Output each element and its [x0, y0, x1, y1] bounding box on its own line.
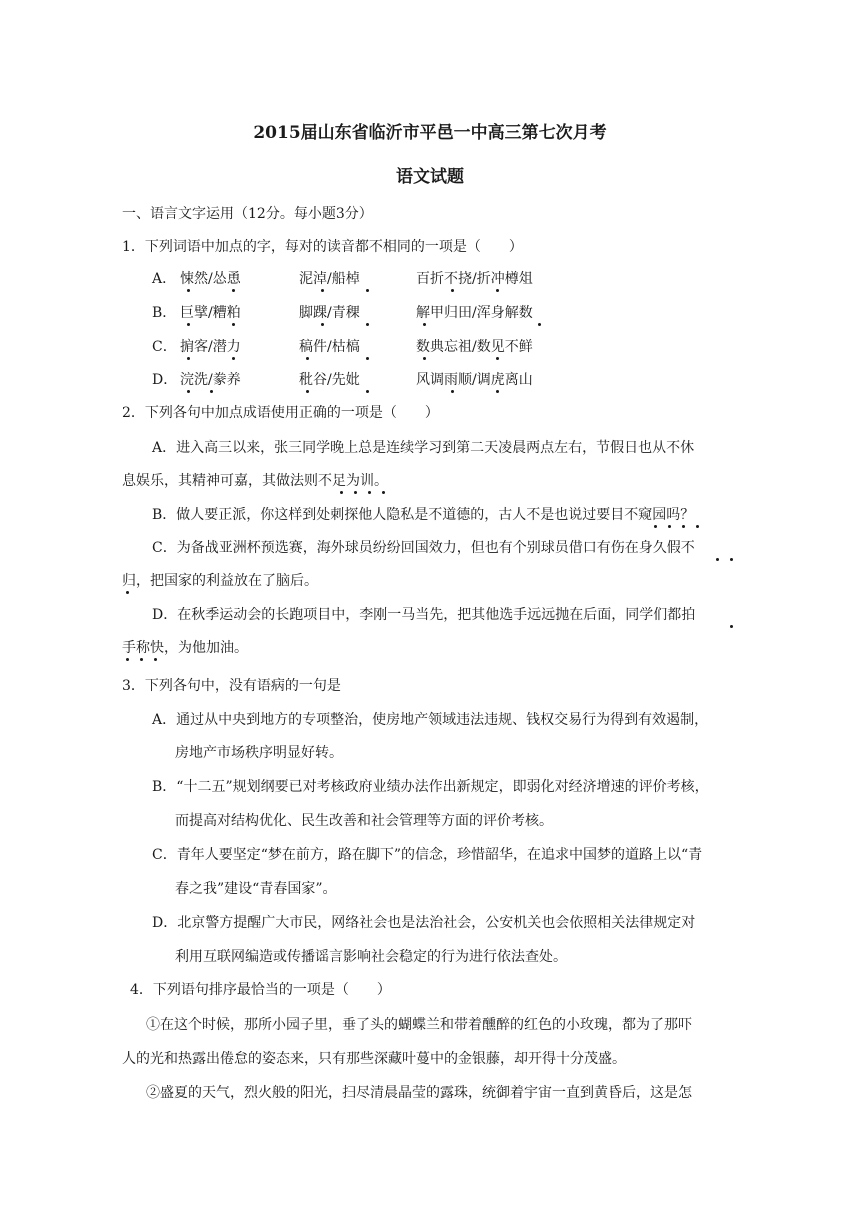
question-2-option-c-line-2: 归，把国家的利益放在了脑后。 — [122, 573, 318, 589]
emphasis-dot — [126, 591, 129, 594]
emphasis-dot — [451, 289, 454, 292]
emphasis-dot — [306, 357, 309, 360]
option-label: B． — [152, 305, 177, 321]
option-word-1: 巨擘/糟粕 — [180, 305, 241, 321]
emphasis-dot — [321, 289, 324, 292]
emphasis-dot — [668, 525, 671, 528]
question-2-stem: 2．下列各句中加点成语使用正确的一项是（ ） — [122, 405, 439, 421]
option-word-3: 解甲归田/浑身解数 — [416, 305, 533, 321]
emphasis-dot — [366, 323, 369, 326]
emphasis-dot — [538, 323, 541, 326]
emphasis-dot — [654, 525, 657, 528]
emphasis-dot — [451, 390, 454, 393]
question-2-option-b: B．做人要正派，你这样到处刺探他人隐私是不道德的，古人不是也说过要目不窥园吗？ — [152, 507, 695, 523]
option-word-3: 风调雨顺/调虎离山 — [416, 372, 533, 388]
emphasis-dot — [354, 491, 357, 494]
document-title: 2015届山东省临沂市平邑一中高三第七次月考 — [253, 123, 607, 143]
emphasis-dot — [126, 658, 129, 661]
emphasis-dot — [423, 357, 426, 360]
emphasis-dot — [366, 357, 369, 360]
emphasis-dot — [730, 625, 733, 628]
question-3-option-b-line-1: B．“十二五”规划纲要已对考核政府业绩办法作出新规定，即弱化对经济增速的评价考核， — [152, 779, 709, 795]
emphasis-dot — [187, 289, 190, 292]
option-label: D． — [152, 372, 178, 388]
option-label: A． — [152, 271, 177, 287]
question-3-option-b-line-2: 而提高对结构优化、民生改善和社会管理等方面的评价考核。 — [175, 813, 553, 829]
question-3-option-d-line-1: D．北京警方提醒广大市民，网络社会也是法治社会，公安机关也会依照相关法律规定对 — [152, 915, 696, 931]
document-subtitle: 语文试题 — [396, 167, 464, 187]
emphasis-dot — [496, 357, 499, 360]
option-word-1: 掮客/潜力 — [180, 339, 241, 355]
option-word-3: 数典忘祖/数见不鲜 — [416, 339, 533, 355]
question-2-option-a-line-2: 息娱乐，其精神可嘉，其做法则不足为训。 — [122, 473, 388, 489]
emphasis-dot — [696, 525, 699, 528]
option-word-2: 泥淖/船棹 — [299, 271, 360, 287]
emphasis-dot — [140, 658, 143, 661]
emphasis-dot — [154, 658, 157, 661]
emphasis-dot — [210, 390, 213, 393]
emphasis-dot — [716, 558, 719, 561]
emphasis-dot — [187, 323, 190, 326]
emphasis-dot — [366, 390, 369, 393]
question-3-option-a-line-1: A．通过从中央到地方的专项整治，使房地产领域违法违规、钱权交易行为得到有效遏制， — [152, 712, 709, 728]
question-4-stem: 4．下列语句排序最恰当的一项是（ ） — [130, 982, 391, 998]
section-heading: 一、语言文字运用（12分。每小题3分） — [122, 206, 373, 222]
emphasis-dot — [496, 390, 499, 393]
emphasis-dot — [496, 289, 499, 292]
option-word-1: 浣洗/豢养 — [180, 372, 241, 388]
emphasis-dot — [382, 491, 385, 494]
question-3-stem: 3．下列各句中，没有语病的一句是 — [122, 678, 341, 694]
question-3-option-d-line-2: 利用互联网编造或传播谣言影响社会稳定的行为进行依法查处。 — [175, 949, 567, 965]
emphasis-dot — [232, 323, 235, 326]
emphasis-dot — [366, 289, 369, 292]
emphasis-dot — [423, 323, 426, 326]
emphasis-dot — [232, 289, 235, 292]
question-3-option-a-line-2: 房地产市场秩序明显好转。 — [175, 745, 343, 761]
emphasis-dot — [340, 491, 343, 494]
option-word-2: 脚踝/青稞 — [299, 305, 360, 321]
option-word-1: 悚然/怂恿 — [180, 271, 241, 287]
emphasis-dot — [368, 491, 371, 494]
option-word-2: 秕谷/先妣 — [299, 372, 360, 388]
emphasis-dot — [187, 357, 190, 360]
question-3-option-c-line-1: C．青年人要坚定“梦在前方，路在脚下”的信念，珍惜韶华，在追求中国梦的道路上以“青 — [152, 847, 703, 863]
emphasis-dot — [730, 558, 733, 561]
option-label: C． — [152, 339, 177, 355]
emphasis-dot — [682, 525, 685, 528]
question-2-option-a-line-1: A．进入高三以来，张三同学晚上总是连续学习到第二天凌晨两点左右，节假日也从不休 — [152, 440, 695, 456]
emphasis-dot — [306, 390, 309, 393]
question-4-passage-2-line-1: ②盛夏的天气，烈火般的阳光，扫尽清晨晶莹的露珠，统御着宇宙一直到黄昏后，这是怎 — [146, 1085, 692, 1101]
option-word-2: 稿件/枯槁 — [299, 339, 360, 355]
option-word-3: 百折不挠/折冲樽俎 — [416, 271, 533, 287]
emphasis-dot — [232, 357, 235, 360]
emphasis-dot — [321, 323, 324, 326]
question-2-option-d-line-2: 手称快，为他加油。 — [122, 640, 248, 656]
question-4-passage-1-line-1: ①在这个时候，那所小园子里，垂了头的蝴蝶兰和带着醺醉的红色的小玫瑰，都为了那吓 — [146, 1017, 692, 1033]
question-1-stem: 1．下列词语中加点的字，每对的读音都不相同的一项是（ ） — [122, 239, 523, 255]
question-4-passage-1-line-2: 人的光和热露出倦怠的姿态来，只有那些深藏叶蔓中的金银藤，却开得十分茂盛。 — [122, 1051, 626, 1067]
question-2-option-d-line-1: D．在秋季运动会的长跑项目中，李刚一马当先，把其他选手远远抛在后面，同学们都拍 — [152, 607, 696, 623]
emphasis-dot — [187, 390, 190, 393]
question-3-option-c-line-2: 春之我”建设“青春国家”。 — [175, 881, 337, 897]
question-2-option-c-line-1: C．为备战亚洲杯预选赛，海外球员纷纷回国效力，但也有个别球员借口有伤在身久假不 — [152, 540, 695, 556]
